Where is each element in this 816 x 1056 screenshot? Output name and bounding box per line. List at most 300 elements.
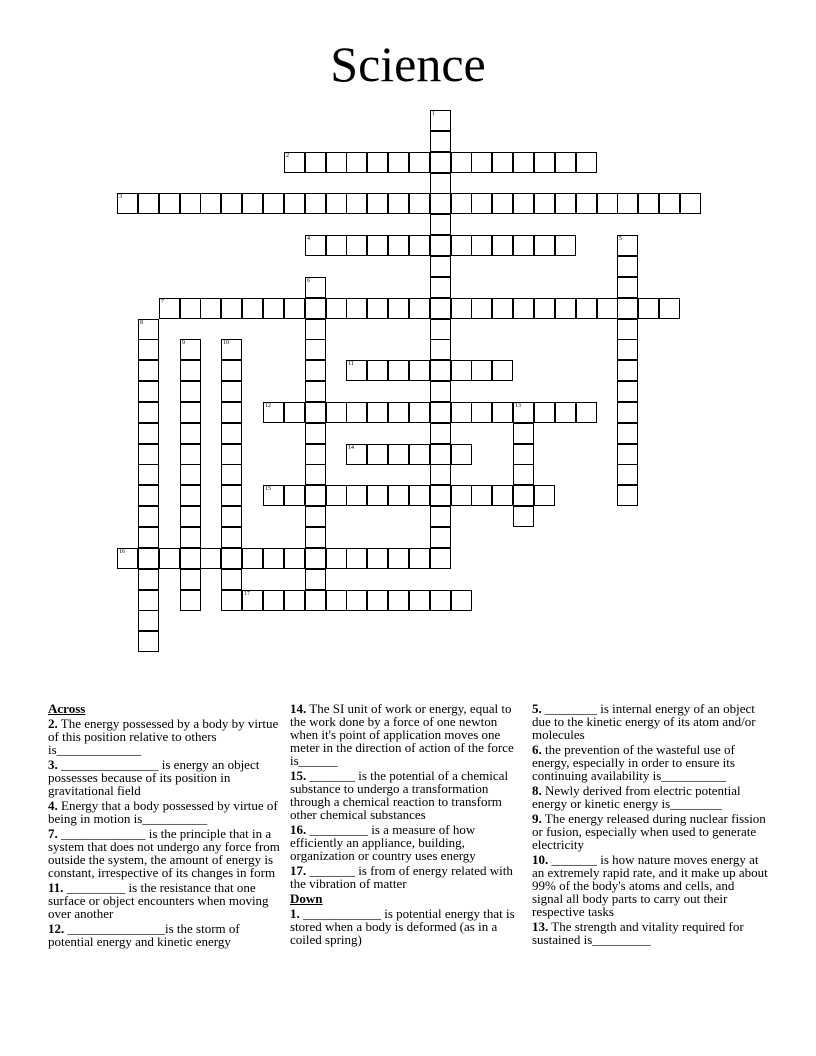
clue-across-11	[48, 881, 280, 920]
grid-cell[interactable]	[180, 402, 201, 423]
grid-cell[interactable]	[471, 298, 492, 319]
grid-cell[interactable]	[430, 152, 451, 173]
grid-cell[interactable]	[451, 485, 472, 506]
grid-cell[interactable]	[305, 548, 326, 569]
grid-cell[interactable]	[555, 298, 576, 319]
cell-number: 12	[265, 403, 271, 409]
grid-cell[interactable]	[430, 548, 451, 569]
clue-down-9	[532, 812, 768, 851]
clue-across-2	[48, 717, 280, 756]
grid-cell[interactable]	[242, 590, 263, 611]
grid-cell[interactable]	[221, 402, 242, 423]
clue-text: The energy possessed by a body by virtue of this position relative to others is_____________	[48, 716, 279, 757]
grid-cell[interactable]	[305, 298, 326, 319]
grid-cell[interactable]	[305, 152, 326, 173]
clue-across-14	[290, 702, 526, 767]
grid-cell[interactable]	[409, 360, 430, 381]
grid-cell[interactable]	[555, 193, 576, 214]
clue-number: 17.	[290, 863, 307, 878]
grid-cell[interactable]	[471, 485, 492, 506]
grid-cell[interactable]	[138, 423, 159, 444]
grid-cell[interactable]	[617, 360, 638, 381]
grid-cell[interactable]	[138, 339, 159, 360]
grid-cell[interactable]	[451, 590, 472, 611]
grid-cell[interactable]	[138, 464, 159, 485]
cell-number: 14	[348, 445, 354, 451]
grid-cell[interactable]	[284, 590, 305, 611]
grid-cell[interactable]	[180, 590, 201, 611]
grid-cell[interactable]	[284, 548, 305, 569]
clue-text: Newly derived from electric potential energy or kinetic energy is________	[532, 783, 741, 811]
grid-cell[interactable]	[138, 402, 159, 423]
grid-cell[interactable]	[305, 319, 326, 340]
clue-text: _________ is a measure of how efficiently an appliance, building, organization or country uses energy	[290, 822, 476, 863]
grid-cell[interactable]	[409, 193, 430, 214]
grid-cell[interactable]	[430, 402, 451, 423]
grid-cell[interactable]	[409, 485, 430, 506]
grid-cell[interactable]	[451, 402, 472, 423]
clue-text: _________ is the resistance that one surface or object encounters when moving over another	[48, 880, 269, 921]
grid-cell[interactable]	[180, 548, 201, 569]
grid-cell[interactable]	[388, 360, 409, 381]
grid-cell[interactable]	[367, 360, 388, 381]
grid-cell[interactable]	[617, 485, 638, 506]
clue-text: The energy released during nuclear fission or fusion, especially when used to generate electricity	[532, 811, 766, 852]
grid-cell[interactable]	[305, 402, 326, 423]
grid-cell[interactable]	[180, 423, 201, 444]
grid-cell[interactable]	[388, 402, 409, 423]
grid-cell[interactable]	[430, 131, 451, 152]
grid-cell[interactable]	[180, 444, 201, 465]
grid-cell[interactable]	[159, 298, 180, 319]
clue-text: _______ is from of energy related with the vibration of matter	[290, 863, 513, 891]
grid-cell[interactable]	[221, 485, 242, 506]
grid-cell[interactable]	[492, 485, 513, 506]
cell-number: 10	[223, 340, 229, 346]
clue-text: _____________ is the principle that in a system that does not undergo any force from outside the system, the amount of energy is constant, irrespective of its changes in form	[48, 826, 280, 880]
clue-across-12	[48, 922, 280, 948]
grid-cell[interactable]	[284, 402, 305, 423]
grid-cell[interactable]	[409, 590, 430, 611]
grid-cell[interactable]	[576, 298, 597, 319]
clue-down-1	[290, 907, 526, 946]
grid-cell[interactable]	[576, 402, 597, 423]
cell-number: 3	[119, 194, 122, 200]
grid-cell[interactable]	[492, 298, 513, 319]
grid-cell[interactable]	[430, 444, 451, 465]
clue-across-17	[290, 864, 526, 890]
grid-cell[interactable]	[138, 631, 159, 652]
grid-cell[interactable]	[180, 485, 201, 506]
grid-cell[interactable]	[138, 381, 159, 402]
grid-cell[interactable]	[430, 485, 451, 506]
grid-cell[interactable]	[513, 444, 534, 465]
grid-cell[interactable]	[180, 506, 201, 527]
grid-cell[interactable]	[138, 610, 159, 631]
grid-cell[interactable]	[305, 444, 326, 465]
grid-cell[interactable]	[492, 402, 513, 423]
puzzle-title: Science	[330, 36, 486, 92]
grid-cell[interactable]	[263, 548, 284, 569]
clue-down-10	[532, 853, 768, 918]
grid-cell[interactable]	[346, 402, 367, 423]
grid-cell[interactable]	[617, 319, 638, 340]
grid-cell[interactable]	[409, 152, 430, 173]
clue-across-4	[48, 799, 280, 825]
grid-cell[interactable]	[367, 235, 388, 256]
grid-cell[interactable]	[221, 590, 242, 611]
grid-cell[interactable]	[617, 464, 638, 485]
clue-number: 10.	[532, 852, 549, 867]
grid-cell[interactable]	[305, 569, 326, 590]
clue-across-15	[290, 769, 526, 821]
down-heading: Down	[290, 891, 323, 906]
clue-across-7	[48, 827, 280, 879]
grid-cell[interactable]	[346, 548, 367, 569]
grid-cell[interactable]	[659, 298, 680, 319]
grid-cell[interactable]	[534, 152, 555, 173]
grid-cell[interactable]	[305, 464, 326, 485]
clue-text: Energy that a body possessed by virtue of being in motion is__________	[48, 798, 278, 826]
grid-cell[interactable]	[367, 548, 388, 569]
grid-cell[interactable]	[492, 235, 513, 256]
grid-cell[interactable]	[346, 298, 367, 319]
grid-cell[interactable]	[180, 298, 201, 319]
clue-column-1	[48, 702, 280, 948]
grid-cell[interactable]	[221, 527, 242, 548]
grid-cell[interactable]	[180, 527, 201, 548]
grid-cell[interactable]	[367, 152, 388, 173]
grid-cell[interactable]	[409, 402, 430, 423]
grid-cell[interactable]	[305, 485, 326, 506]
grid-cell[interactable]	[346, 152, 367, 173]
grid-cell[interactable]	[430, 110, 451, 131]
grid-cell[interactable]	[534, 402, 555, 423]
grid-cell[interactable]	[617, 381, 638, 402]
grid-cell[interactable]	[534, 235, 555, 256]
grid-cell[interactable]	[263, 193, 284, 214]
grid-cell[interactable]	[326, 485, 347, 506]
grid-cell[interactable]	[200, 193, 221, 214]
clue-number: 7.	[48, 826, 58, 841]
grid-cell[interactable]	[305, 590, 326, 611]
clue-number: 6.	[532, 742, 542, 757]
cell-number: 4	[307, 236, 310, 242]
grid-cell[interactable]	[242, 298, 263, 319]
grid-cell[interactable]	[430, 277, 451, 298]
cell-number: 13	[515, 403, 521, 409]
grid-cell[interactable]	[263, 402, 284, 423]
grid-cell[interactable]	[430, 527, 451, 548]
clue-number: 4.	[48, 798, 58, 813]
grid-cell[interactable]	[471, 402, 492, 423]
grid-cell[interactable]	[471, 193, 492, 214]
grid-cell[interactable]	[492, 193, 513, 214]
clue-text: ________ is internal energy of an object due to the kinetic energy of its atom and/or molecules	[532, 701, 756, 742]
grid-cell[interactable]	[638, 298, 659, 319]
grid-cell[interactable]	[242, 193, 263, 214]
grid-cell[interactable]	[430, 590, 451, 611]
clue-text: _______ is how nature moves energy at an extremely rapid rate, and it make up about 99% of the body's atoms and cells, and signal all body parts to carry out their respective tasks	[532, 852, 768, 919]
grid-cell[interactable]	[221, 423, 242, 444]
grid-cell[interactable]	[576, 152, 597, 173]
clue-number: 8.	[532, 783, 542, 798]
grid-cell[interactable]	[430, 381, 451, 402]
grid-cell[interactable]	[409, 298, 430, 319]
grid-cell[interactable]	[451, 444, 472, 465]
grid-cell[interactable]	[242, 548, 263, 569]
grid-cell[interactable]	[346, 235, 367, 256]
grid-cell[interactable]	[617, 444, 638, 465]
grid-cell[interactable]	[138, 444, 159, 465]
grid-cell[interactable]	[117, 193, 138, 214]
grid-cell[interactable]	[534, 485, 555, 506]
grid-cell[interactable]	[513, 402, 534, 423]
cell-number: 8	[140, 320, 143, 326]
cell-number: 6	[307, 278, 310, 284]
grid-cell[interactable]	[326, 193, 347, 214]
grid-cell[interactable]	[409, 444, 430, 465]
grid-cell[interactable]	[430, 339, 451, 360]
grid-cell[interactable]	[430, 214, 451, 235]
grid-cell[interactable]	[617, 423, 638, 444]
grid-cell[interactable]	[471, 235, 492, 256]
cell-number: 17	[244, 591, 250, 597]
grid-cell[interactable]	[221, 360, 242, 381]
grid-cell[interactable]	[471, 152, 492, 173]
grid-cell[interactable]	[180, 464, 201, 485]
grid-cell[interactable]	[326, 298, 347, 319]
grid-cell[interactable]	[138, 506, 159, 527]
clue-column-3	[532, 702, 768, 946]
grid-cell[interactable]	[555, 402, 576, 423]
grid-cell[interactable]	[221, 193, 242, 214]
grid-cell[interactable]	[388, 298, 409, 319]
grid-cell[interactable]	[617, 402, 638, 423]
grid-cell[interactable]	[430, 506, 451, 527]
grid-cell[interactable]	[430, 360, 451, 381]
grid-cell[interactable]	[138, 360, 159, 381]
grid-cell[interactable]	[221, 569, 242, 590]
clue-text: _______________ is energy an object possesses because of its position in gravitational field	[48, 757, 260, 798]
clue-down-6	[532, 743, 768, 782]
grid-cell[interactable]	[284, 193, 305, 214]
grid-cell[interactable]	[367, 298, 388, 319]
grid-cell[interactable]	[305, 193, 326, 214]
grid-cell[interactable]	[305, 506, 326, 527]
grid-cell[interactable]	[367, 402, 388, 423]
cell-number: 9	[182, 340, 185, 346]
clue-number: 15.	[290, 768, 307, 783]
grid-cell[interactable]	[346, 444, 367, 465]
clue-number: 3.	[48, 757, 58, 772]
grid-cell[interactable]	[326, 548, 347, 569]
grid-cell[interactable]	[388, 444, 409, 465]
grid-cell[interactable]	[200, 298, 221, 319]
grid-cell[interactable]	[200, 548, 221, 569]
clue-number: 5.	[532, 701, 542, 716]
grid-cell[interactable]	[513, 485, 534, 506]
grid-cell[interactable]	[326, 152, 347, 173]
grid-cell[interactable]	[221, 381, 242, 402]
grid-cell[interactable]	[159, 193, 180, 214]
grid-cell[interactable]	[138, 590, 159, 611]
grid-cell[interactable]	[617, 256, 638, 277]
clue-down-5	[532, 702, 768, 741]
across-heading: Across	[48, 701, 86, 716]
grid-cell[interactable]	[180, 360, 201, 381]
grid-cell[interactable]	[305, 423, 326, 444]
grid-cell[interactable]	[388, 548, 409, 569]
grid-cell[interactable]	[430, 235, 451, 256]
grid-cell[interactable]	[638, 193, 659, 214]
grid-cell[interactable]	[513, 152, 534, 173]
grid-cell[interactable]	[180, 569, 201, 590]
grid-cell[interactable]	[305, 339, 326, 360]
grid-cell[interactable]	[138, 527, 159, 548]
grid-cell[interactable]	[388, 152, 409, 173]
grid-cell[interactable]	[284, 485, 305, 506]
grid-cell[interactable]	[430, 173, 451, 194]
clue-column-2	[290, 702, 526, 946]
grid-cell[interactable]	[138, 569, 159, 590]
grid-cell[interactable]	[430, 298, 451, 319]
grid-cell[interactable]	[221, 464, 242, 485]
clue-number: 13.	[532, 919, 549, 934]
grid-cell[interactable]	[451, 193, 472, 214]
grid-cell[interactable]	[305, 235, 326, 256]
clue-text: _______ is the potential of a chemical substance to undergo a transformation through a chemical reaction to transform other chemical substances	[290, 768, 509, 822]
grid-cell[interactable]	[326, 235, 347, 256]
grid-cell[interactable]	[388, 590, 409, 611]
grid-cell[interactable]	[388, 485, 409, 506]
grid-cell[interactable]	[409, 235, 430, 256]
clue-text: the prevention of the wasteful use of energy, especially in order to ensure its continuing availability is__________	[532, 742, 735, 783]
grid-cell[interactable]	[597, 193, 618, 214]
grid-cell[interactable]	[305, 381, 326, 402]
grid-cell[interactable]	[221, 548, 242, 569]
grid-cell[interactable]	[367, 485, 388, 506]
clue-text: ____________ is potential energy that is stored when a body is deformed (as in a coiled spring)	[290, 906, 515, 947]
clue-number: 11.	[48, 880, 64, 895]
grid-cell[interactable]	[284, 298, 305, 319]
clue-number: 9.	[532, 811, 542, 826]
clue-text: _______________is the storm of potential energy and kinetic energy	[48, 921, 240, 949]
grid-cell[interactable]	[180, 339, 201, 360]
grid-cell[interactable]	[346, 590, 367, 611]
clue-number: 12.	[48, 921, 65, 936]
grid-cell[interactable]	[159, 548, 180, 569]
grid-cell[interactable]	[263, 298, 284, 319]
grid-cell[interactable]	[451, 152, 472, 173]
grid-cell[interactable]	[305, 277, 326, 298]
grid-cell[interactable]	[326, 402, 347, 423]
grid-cell[interactable]	[597, 298, 618, 319]
grid-cell[interactable]	[367, 590, 388, 611]
grid-cell[interactable]	[617, 298, 638, 319]
grid-cell[interactable]	[513, 464, 534, 485]
cell-number: 15	[265, 486, 271, 492]
grid-cell[interactable]	[367, 444, 388, 465]
grid-cell[interactable]	[138, 193, 159, 214]
grid-cell[interactable]	[534, 298, 555, 319]
grid-cell[interactable]	[430, 193, 451, 214]
grid-cell[interactable]	[221, 506, 242, 527]
grid-cell[interactable]	[263, 485, 284, 506]
clue-number: 14.	[290, 701, 307, 716]
grid-cell[interactable]	[513, 235, 534, 256]
clue-down-13	[532, 920, 768, 946]
grid-cell[interactable]	[617, 339, 638, 360]
grid-cell[interactable]	[555, 235, 576, 256]
grid-cell[interactable]	[451, 235, 472, 256]
cell-number: 16	[119, 549, 125, 555]
grid-cell[interactable]	[326, 590, 347, 611]
grid-cell[interactable]	[305, 360, 326, 381]
grid-cell[interactable]	[513, 298, 534, 319]
grid-cell[interactable]	[346, 485, 367, 506]
grid-cell[interactable]	[180, 193, 201, 214]
grid-cell[interactable]	[138, 319, 159, 340]
cell-number: 2	[286, 153, 289, 159]
grid-cell[interactable]	[180, 381, 201, 402]
cell-number: 11	[348, 361, 354, 367]
grid-cell[interactable]	[388, 193, 409, 214]
clue-number: 2.	[48, 716, 58, 731]
grid-cell[interactable]	[346, 193, 367, 214]
grid-cell[interactable]	[409, 548, 430, 569]
grid-cell[interactable]	[680, 193, 701, 214]
grid-cell[interactable]	[388, 235, 409, 256]
grid-cell[interactable]	[555, 152, 576, 173]
grid-cell[interactable]	[617, 235, 638, 256]
cell-number: 1	[432, 111, 435, 117]
grid-cell[interactable]	[138, 548, 159, 569]
grid-cell[interactable]	[513, 423, 534, 444]
clue-number: 1.	[290, 906, 300, 921]
grid-cell[interactable]	[617, 277, 638, 298]
grid-cell[interactable]	[117, 548, 138, 569]
grid-cell[interactable]	[534, 193, 555, 214]
clue-across-3	[48, 758, 280, 797]
grid-cell[interactable]	[430, 319, 451, 340]
grid-cell[interactable]	[471, 360, 492, 381]
grid-cell[interactable]	[430, 423, 451, 444]
grid-cell[interactable]	[221, 444, 242, 465]
grid-cell[interactable]	[221, 339, 242, 360]
grid-cell[interactable]	[305, 527, 326, 548]
clue-text: The strength and vitality required for sustained is_________	[532, 919, 744, 947]
grid-cell[interactable]	[430, 256, 451, 277]
grid-cell[interactable]	[451, 298, 472, 319]
grid-cell[interactable]	[263, 590, 284, 611]
grid-cell[interactable]	[284, 152, 305, 173]
grid-cell[interactable]	[513, 193, 534, 214]
grid-cell[interactable]	[138, 485, 159, 506]
grid-cell[interactable]	[617, 193, 638, 214]
grid-cell[interactable]	[513, 506, 534, 527]
clue-across-16	[290, 823, 526, 862]
grid-cell[interactable]	[659, 193, 680, 214]
grid-cell[interactable]	[492, 152, 513, 173]
grid-cell[interactable]	[576, 193, 597, 214]
grid-cell[interactable]	[430, 464, 451, 485]
grid-cell[interactable]	[451, 360, 472, 381]
grid-cell[interactable]	[492, 360, 513, 381]
grid-cell[interactable]	[346, 360, 367, 381]
grid-cell[interactable]	[221, 298, 242, 319]
grid-cell[interactable]	[367, 193, 388, 214]
